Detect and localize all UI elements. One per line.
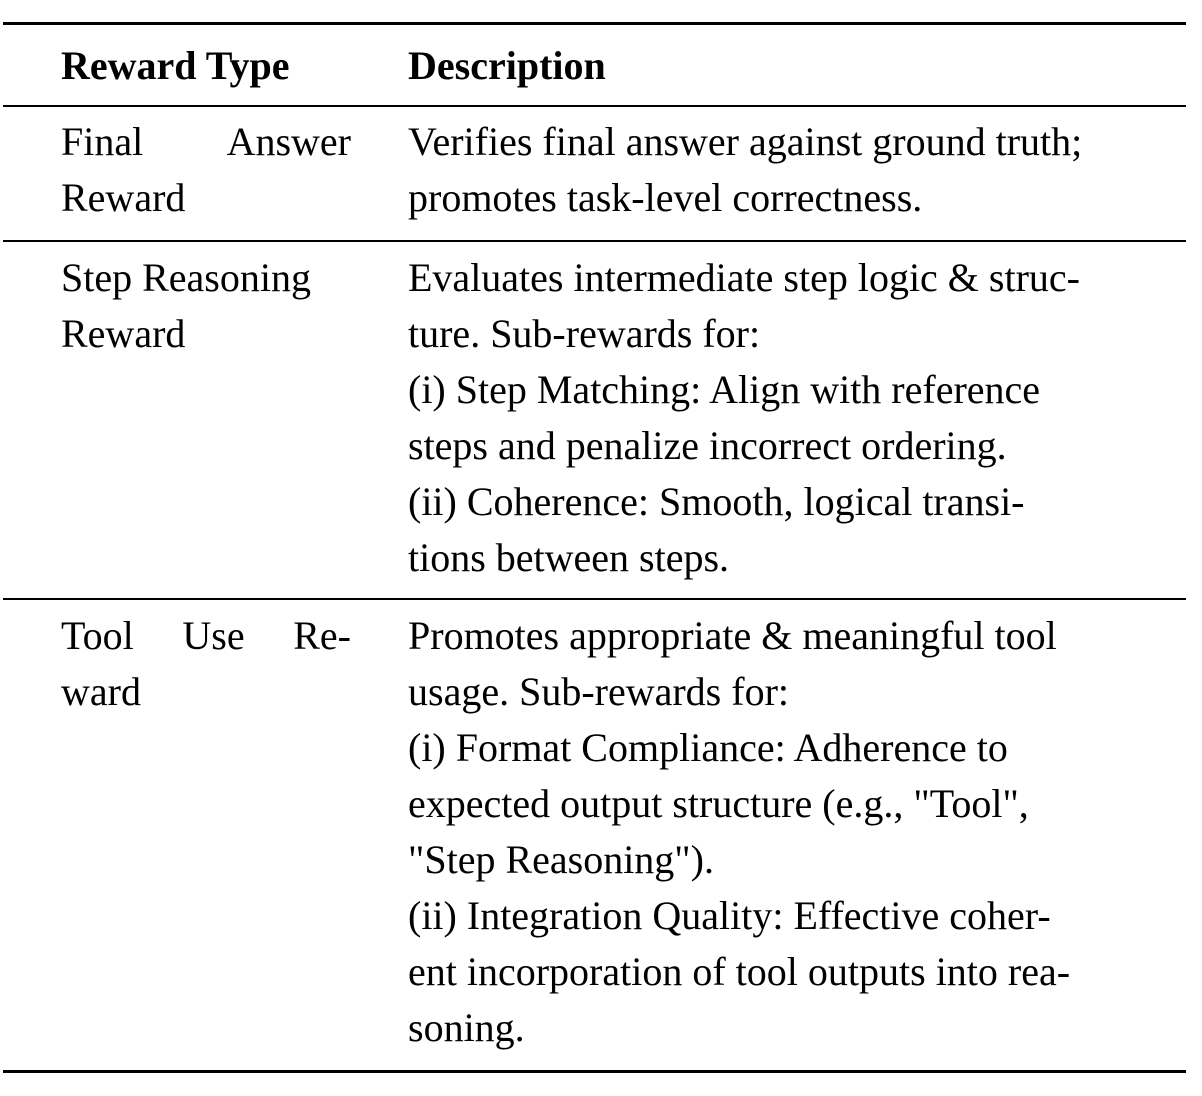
description-line: steps and penalize incorrect ordering. — [408, 423, 1007, 468]
reward-type-word: Reward — [61, 175, 186, 220]
description-line: Promotes appropriate & meaningful tool — [408, 613, 1057, 658]
description-line: Evaluates intermediate step logic & struc- — [408, 255, 1080, 300]
reward-type-cell — [3, 250, 408, 586]
table-row — [3, 600, 1186, 1070]
description-line: ture. Sub-rewards for: — [408, 311, 761, 356]
description-cell — [408, 608, 1158, 1056]
reward-type-line — [61, 664, 351, 720]
reward-type-word: Use — [182, 613, 245, 658]
description-line: (i) Step Matching: Align with reference — [408, 367, 1041, 412]
description-line: expected output structure (e.g., "Tool", — [408, 781, 1029, 826]
description-line: (ii) Coherence: Smooth, logical transi- — [408, 479, 1025, 524]
description-line: Verifies final answer against ground truth; — [408, 119, 1083, 164]
description-line: (i) Format Compliance: Adherence to — [408, 725, 1008, 770]
reward-type-line — [61, 250, 351, 306]
table-header-row — [3, 25, 1186, 105]
description-line: usage. Sub-rewards for: — [408, 669, 789, 714]
description-cell — [408, 250, 1158, 586]
reward-type-word: Re- — [293, 613, 351, 658]
description-line: "Step Reasoning"). — [408, 837, 714, 882]
description-cell — [408, 114, 1158, 226]
reward-type-word: Reward — [61, 311, 186, 356]
reward-type-line — [61, 306, 351, 362]
reward-type-word: Answer — [226, 119, 351, 164]
description-line: promotes task-level correctness. — [408, 175, 923, 220]
reward-type-cell — [3, 114, 408, 226]
table-row — [3, 242, 1186, 598]
reward-type-word: ward — [61, 669, 141, 714]
header-description: Description — [408, 43, 606, 88]
description-line: tions between steps. — [408, 535, 730, 580]
reward-type-line — [61, 170, 351, 226]
table-bottom-rule — [3, 1070, 1186, 1073]
description-line: ent incorporation of tool outputs into rea- — [408, 949, 1071, 994]
table-row — [3, 107, 1186, 240]
header-reward-type: Reward Type — [61, 43, 290, 88]
description-line: (ii) Integration Quality: Effective coher- — [408, 893, 1051, 938]
reward-type-cell — [3, 608, 408, 1056]
reward-type-word: Tool — [61, 613, 134, 658]
reward-type-word: Step Reasoning — [61, 255, 311, 300]
reward-type-word: Final — [61, 119, 144, 164]
reward-type-line — [61, 608, 351, 664]
description-line: soning. — [408, 1005, 525, 1050]
reward-type-line — [61, 114, 351, 170]
reward-types-table — [3, 22, 1186, 1073]
